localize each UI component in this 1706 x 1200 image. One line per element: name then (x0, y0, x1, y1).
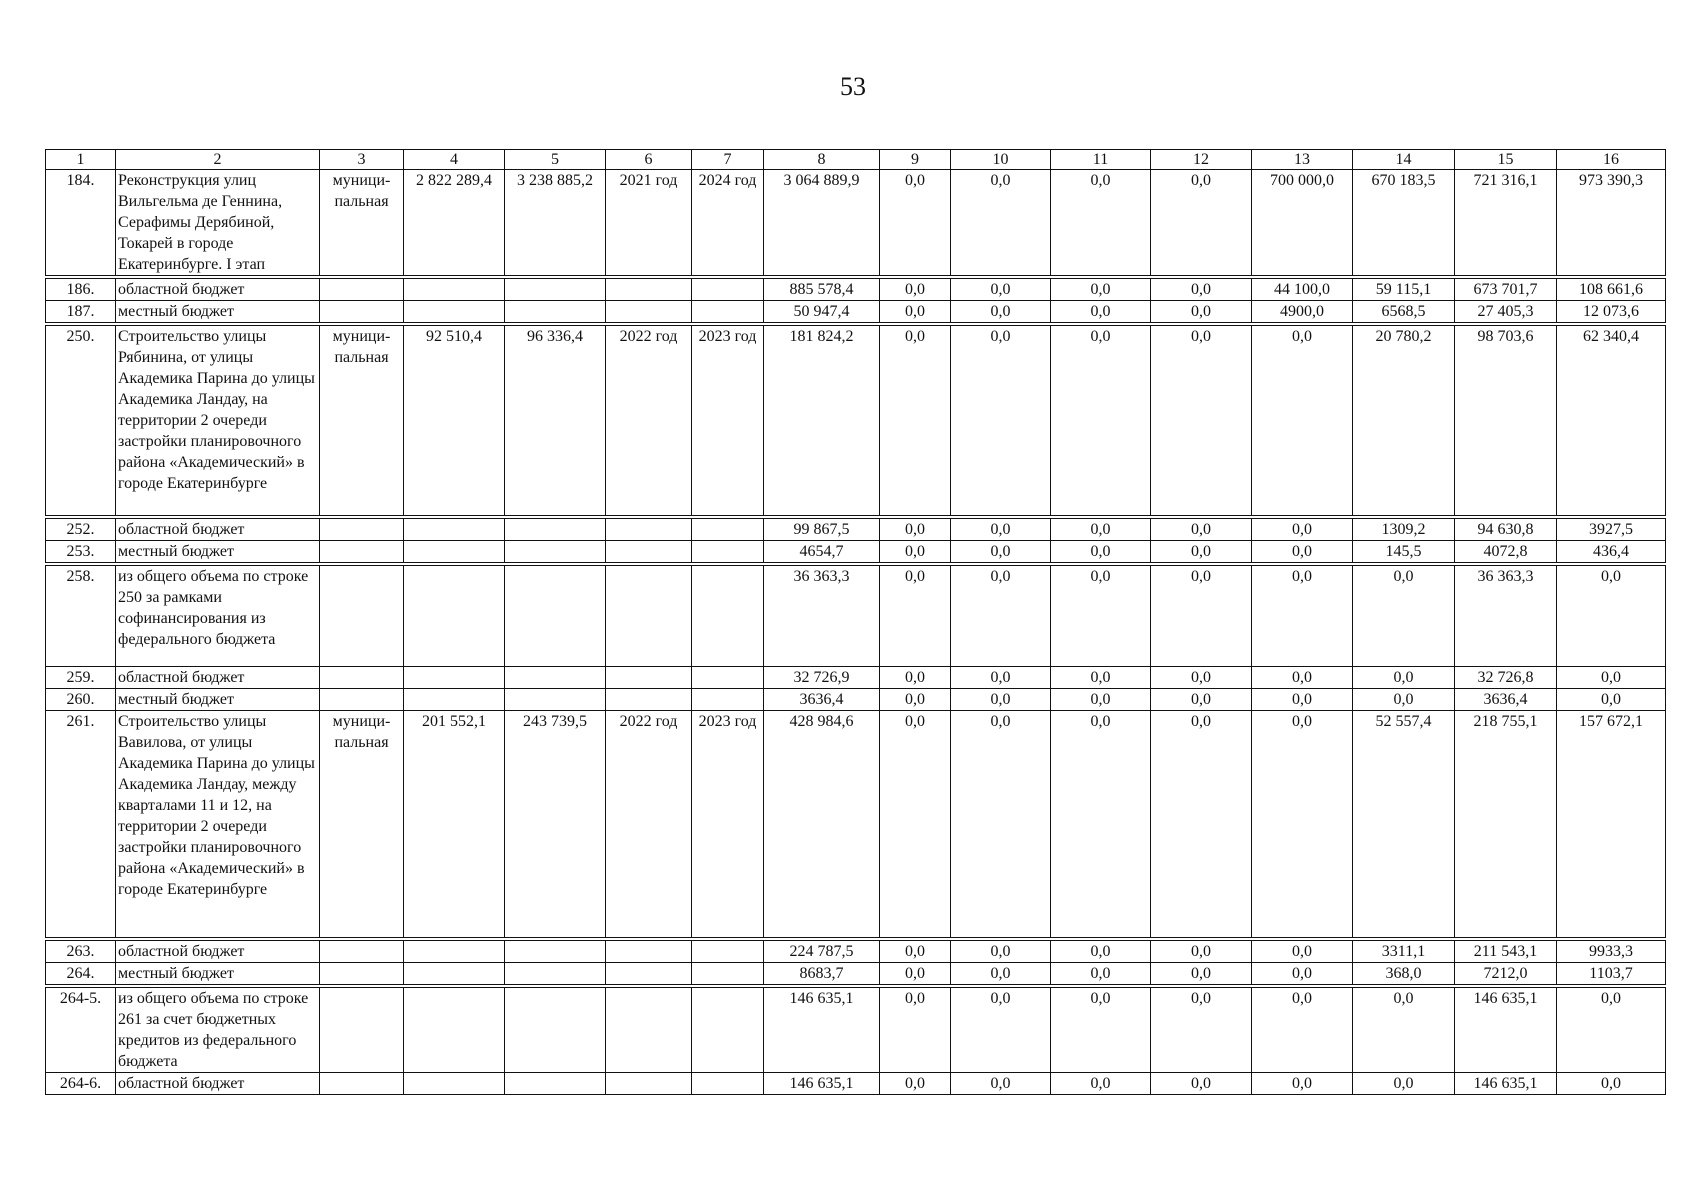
table-cell: 0,0 (1151, 564, 1252, 667)
table-row (46, 986, 1666, 1073)
table-cell: 36 363,3 (764, 564, 880, 667)
table-cell: 32 726,9 (764, 667, 880, 689)
table-cell: 428 984,6 (764, 711, 880, 940)
column-header: 12 (1151, 150, 1252, 170)
table-cell (692, 517, 764, 541)
table-cell (505, 1073, 606, 1095)
table-cell: 0,0 (951, 277, 1051, 301)
table-cell (606, 541, 692, 565)
table-cell: 0,0 (1051, 170, 1151, 278)
table-cell (606, 939, 692, 963)
table-cell (505, 517, 606, 541)
table-row (46, 963, 1666, 987)
table-cell: 0,0 (1252, 986, 1353, 1073)
table-cell: 0,0 (1151, 963, 1252, 987)
table-cell (320, 517, 404, 541)
table-cell: 0,0 (1051, 564, 1151, 667)
row-name-cell: местный бюджет (116, 689, 320, 711)
column-header: 16 (1557, 150, 1666, 170)
row-number-cell: 264. (46, 963, 116, 987)
column-header: 6 (606, 150, 692, 170)
table-cell: 0,0 (1353, 689, 1455, 711)
table-cell: 4900,0 (1252, 301, 1353, 325)
column-header: 4 (404, 150, 505, 170)
budget-table-container (45, 149, 1665, 1095)
table-cell: 721 316,1 (1455, 170, 1557, 278)
table-cell: 0,0 (1151, 277, 1252, 301)
table-cell (692, 986, 764, 1073)
table-cell (320, 1073, 404, 1095)
table-cell: 98 703,6 (1455, 324, 1557, 517)
table-cell: 146 635,1 (764, 1073, 880, 1095)
table-cell: 0,0 (1557, 986, 1666, 1073)
table-cell: 0,0 (1051, 1073, 1151, 1095)
table-cell: 27 405,3 (1455, 301, 1557, 325)
row-number-cell: 250. (46, 324, 116, 517)
table-cell: 36 363,3 (1455, 564, 1557, 667)
table-cell: 0,0 (1353, 667, 1455, 689)
table-cell: 0,0 (951, 1073, 1051, 1095)
table-cell: 32 726,8 (1455, 667, 1557, 689)
table-cell: 0,0 (880, 564, 951, 667)
table-cell: 218 755,1 (1455, 711, 1557, 940)
table-cell: 2022 год (606, 711, 692, 940)
table-cell: 0,0 (1557, 1073, 1666, 1095)
table-cell (404, 667, 505, 689)
table-row (46, 667, 1666, 689)
table-cell: 1103,7 (1557, 963, 1666, 987)
table-cell (320, 963, 404, 987)
table-cell: 224 787,5 (764, 939, 880, 963)
row-name-cell: областной бюджет (116, 277, 320, 301)
table-cell: 0,0 (1252, 689, 1353, 711)
table-cell: 0,0 (1252, 667, 1353, 689)
table-cell: 0,0 (880, 986, 951, 1073)
table-cell: 94 630,8 (1455, 517, 1557, 541)
table-cell: 0,0 (1252, 939, 1353, 963)
table-row (46, 564, 1666, 667)
table-cell: 0,0 (951, 170, 1051, 278)
table-cell: 3311,1 (1353, 939, 1455, 963)
table-cell: 2023 год (692, 324, 764, 517)
table-cell (320, 667, 404, 689)
table-cell: 0,0 (880, 324, 951, 517)
table-cell: 0,0 (1051, 986, 1151, 1073)
row-name-cell: местный бюджет (116, 963, 320, 987)
table-cell (404, 541, 505, 565)
table-cell: 92 510,4 (404, 324, 505, 517)
page-number: 53 (840, 72, 866, 101)
table-cell (606, 277, 692, 301)
table-cell (692, 689, 764, 711)
table-cell: 0,0 (951, 689, 1051, 711)
row-number-cell: 186. (46, 277, 116, 301)
row-number-cell: 259. (46, 667, 116, 689)
column-header: 14 (1353, 150, 1455, 170)
table-cell: 0,0 (1151, 324, 1252, 517)
table-cell: 12 073,6 (1557, 301, 1666, 325)
table-cell (320, 939, 404, 963)
table-cell: 59 115,1 (1353, 277, 1455, 301)
column-header: 11 (1051, 150, 1151, 170)
table-row (46, 324, 1666, 517)
table-cell: 0,0 (951, 301, 1051, 325)
table-cell: 973 390,3 (1557, 170, 1666, 278)
table-cell: 0,0 (1151, 986, 1252, 1073)
table-cell (505, 667, 606, 689)
table-row (46, 170, 1666, 278)
table-cell: 0,0 (1353, 564, 1455, 667)
table-cell: 146 635,1 (1455, 986, 1557, 1073)
table-cell: 0,0 (880, 170, 951, 278)
table-cell: 0,0 (1151, 939, 1252, 963)
table-row (46, 277, 1666, 301)
table-cell: муници-пальная (320, 324, 404, 517)
row-name-cell: областной бюджет (116, 517, 320, 541)
table-cell: 0,0 (1151, 667, 1252, 689)
table-cell: 2022 год (606, 324, 692, 517)
table-cell: 0,0 (1353, 1073, 1455, 1095)
row-number-cell: 252. (46, 517, 116, 541)
table-cell (505, 301, 606, 325)
table-cell: 0,0 (880, 517, 951, 541)
table-cell: 146 635,1 (764, 986, 880, 1073)
table-cell: 0,0 (1151, 1073, 1252, 1095)
table-cell: 62 340,4 (1557, 324, 1666, 517)
table-cell: 0,0 (1151, 301, 1252, 325)
table-cell: 0,0 (1151, 517, 1252, 541)
table-cell: муници-пальная (320, 711, 404, 940)
column-header: 9 (880, 150, 951, 170)
table-cell (320, 986, 404, 1073)
row-number-cell: 263. (46, 939, 116, 963)
table-cell: 1309,2 (1353, 517, 1455, 541)
table-cell: 0,0 (1151, 711, 1252, 940)
table-cell (692, 277, 764, 301)
table-cell: 9933,3 (1557, 939, 1666, 963)
table-cell: 0,0 (951, 939, 1051, 963)
table-cell (505, 564, 606, 667)
table-cell: 368,0 (1353, 963, 1455, 987)
table-cell: 0,0 (1353, 986, 1455, 1073)
table-cell: 670 183,5 (1353, 170, 1455, 278)
row-name-cell: Строительство улицы Вавилова, от улицы Академика Парина до улицы Академика Ландау, между кварталами 11 и 12, на территории 2 очереди застройки планировочного района «Академический» в городе Екатеринбурге (116, 711, 320, 940)
table-cell (692, 564, 764, 667)
table-cell (404, 277, 505, 301)
table-cell (692, 541, 764, 565)
column-header: 3 (320, 150, 404, 170)
row-number-cell: 253. (46, 541, 116, 565)
table-cell (606, 1073, 692, 1095)
table-cell: 0,0 (1252, 711, 1353, 940)
table-cell: 2024 год (692, 170, 764, 278)
table-cell: 20 780,2 (1353, 324, 1455, 517)
table-cell (692, 1073, 764, 1095)
table-header-row (46, 150, 1666, 170)
table-cell (404, 939, 505, 963)
table-cell (606, 301, 692, 325)
table-cell: 0,0 (1557, 689, 1666, 711)
table-cell: 0,0 (951, 564, 1051, 667)
table-cell (404, 986, 505, 1073)
table-cell: 2021 год (606, 170, 692, 278)
table-cell: 146 635,1 (1455, 1073, 1557, 1095)
table-cell (692, 667, 764, 689)
table-cell: 673 701,7 (1455, 277, 1557, 301)
table-cell: 145,5 (1353, 541, 1455, 565)
table-cell: муници-пальная (320, 170, 404, 278)
row-name-cell: местный бюджет (116, 301, 320, 325)
table-cell (505, 986, 606, 1073)
table-cell: 0,0 (951, 711, 1051, 940)
table-cell: 0,0 (880, 1073, 951, 1095)
table-cell: 0,0 (880, 963, 951, 987)
table-row (46, 301, 1666, 325)
table-cell: 243 739,5 (505, 711, 606, 940)
table-cell: 7212,0 (1455, 963, 1557, 987)
table-cell: 181 824,2 (764, 324, 880, 517)
table-cell: 0,0 (880, 667, 951, 689)
table-cell: 3 238 885,2 (505, 170, 606, 278)
table-cell (320, 277, 404, 301)
table-cell: 6568,5 (1353, 301, 1455, 325)
table-cell: 0,0 (1151, 541, 1252, 565)
table-cell: 0,0 (951, 986, 1051, 1073)
row-name-cell: из общего объема по строке 250 за рамками софинансирования из федерального бюджета (116, 564, 320, 667)
table-row (46, 939, 1666, 963)
table-cell (404, 963, 505, 987)
table-cell: 0,0 (1051, 711, 1151, 940)
row-name-cell: областной бюджет (116, 667, 320, 689)
table-cell: 0,0 (1252, 1073, 1353, 1095)
table-cell: 0,0 (880, 541, 951, 565)
table-cell: 0,0 (1051, 689, 1151, 711)
row-name-cell: областной бюджет (116, 1073, 320, 1095)
table-body (46, 150, 1666, 1095)
table-cell (505, 963, 606, 987)
column-header: 2 (116, 150, 320, 170)
table-cell: 44 100,0 (1252, 277, 1353, 301)
table-cell: 0,0 (1051, 963, 1151, 987)
table-cell (404, 517, 505, 541)
table-cell: 0,0 (1051, 667, 1151, 689)
table-cell (404, 1073, 505, 1095)
table-cell: 0,0 (1252, 963, 1353, 987)
table-cell: 4072,8 (1455, 541, 1557, 565)
table-cell: 0,0 (951, 667, 1051, 689)
column-header: 15 (1455, 150, 1557, 170)
table-cell: 50 947,4 (764, 301, 880, 325)
table-cell: 8683,7 (764, 963, 880, 987)
table-cell: 108 661,6 (1557, 277, 1666, 301)
column-header: 1 (46, 150, 116, 170)
table-cell: 0,0 (1051, 301, 1151, 325)
row-number-cell: 264-5. (46, 986, 116, 1073)
table-cell: 3927,5 (1557, 517, 1666, 541)
row-name-cell: областной бюджет (116, 939, 320, 963)
row-name-cell: Строительство улицы Рябинина, от улицы Академика Парина до улицы Академика Ландау, на территории 2 очереди застройки планировочного района «Академический» в городе Екатеринбурге (116, 324, 320, 517)
table-cell (606, 689, 692, 711)
table-cell (505, 689, 606, 711)
table-cell (404, 564, 505, 667)
table-cell: 52 557,4 (1353, 711, 1455, 940)
table-cell: 0,0 (1151, 689, 1252, 711)
table-cell (606, 986, 692, 1073)
table-cell (692, 301, 764, 325)
table-cell (320, 541, 404, 565)
table-cell: 4654,7 (764, 541, 880, 565)
table-cell: 0,0 (880, 277, 951, 301)
table-cell (606, 667, 692, 689)
table-cell: 0,0 (951, 541, 1051, 565)
table-cell: 3 064 889,9 (764, 170, 880, 278)
column-header: 13 (1252, 150, 1353, 170)
table-cell: 2 822 289,4 (404, 170, 505, 278)
column-header: 10 (951, 150, 1051, 170)
column-header: 7 (692, 150, 764, 170)
row-number-cell: 264-6. (46, 1073, 116, 1095)
table-cell: 3636,4 (1455, 689, 1557, 711)
table-cell (404, 301, 505, 325)
table-cell: 0,0 (880, 711, 951, 940)
table-cell (606, 963, 692, 987)
table-cell: 0,0 (880, 301, 951, 325)
table-cell (606, 517, 692, 541)
row-number-cell: 184. (46, 170, 116, 278)
table-cell (692, 939, 764, 963)
table-cell (320, 301, 404, 325)
table-cell: 0,0 (1051, 277, 1151, 301)
table-cell (404, 689, 505, 711)
table-cell: 96 336,4 (505, 324, 606, 517)
table-cell: 0,0 (1557, 667, 1666, 689)
column-header: 8 (764, 150, 880, 170)
table-cell: 0,0 (880, 939, 951, 963)
table-cell: 3636,4 (764, 689, 880, 711)
table-cell: 0,0 (1252, 541, 1353, 565)
table-cell: 99 867,5 (764, 517, 880, 541)
table-cell: 885 578,4 (764, 277, 880, 301)
table-cell: 0,0 (1252, 564, 1353, 667)
row-name-cell: Реконструкция улиц Вильгельма де Геннина, Серафимы Дерябиной, Токарей в городе Екатеринбурге. I этап (116, 170, 320, 278)
table-cell: 0,0 (880, 689, 951, 711)
table-cell: 0,0 (1051, 324, 1151, 517)
table-row (46, 689, 1666, 711)
column-header: 5 (505, 150, 606, 170)
table-row (46, 1073, 1666, 1095)
table-cell (505, 939, 606, 963)
row-name-cell: из общего объема по строке 261 за счет бюджетных кредитов из федерального бюджета (116, 986, 320, 1073)
row-name-cell: местный бюджет (116, 541, 320, 565)
table-cell: 201 552,1 (404, 711, 505, 940)
table-cell (692, 963, 764, 987)
table-cell: 0,0 (1557, 564, 1666, 667)
table-cell (320, 689, 404, 711)
budget-table (45, 149, 1666, 1095)
table-cell: 0,0 (1252, 517, 1353, 541)
table-cell: 436,4 (1557, 541, 1666, 565)
row-number-cell: 258. (46, 564, 116, 667)
table-cell: 2023 год (692, 711, 764, 940)
table-cell (606, 564, 692, 667)
row-number-cell: 261. (46, 711, 116, 940)
table-cell: 0,0 (1151, 170, 1252, 278)
table-cell: 157 672,1 (1557, 711, 1666, 940)
table-row (46, 517, 1666, 541)
table-cell: 0,0 (1051, 939, 1151, 963)
table-row (46, 711, 1666, 940)
table-cell (320, 564, 404, 667)
row-number-cell: 260. (46, 689, 116, 711)
table-cell (505, 541, 606, 565)
table-cell: 700 000,0 (1252, 170, 1353, 278)
table-cell: 0,0 (951, 963, 1051, 987)
table-cell: 0,0 (1252, 324, 1353, 517)
table-cell: 0,0 (951, 324, 1051, 517)
table-cell: 0,0 (1051, 517, 1151, 541)
row-number-cell: 187. (46, 301, 116, 325)
table-cell: 211 543,1 (1455, 939, 1557, 963)
table-cell: 0,0 (1051, 541, 1151, 565)
table-cell: 0,0 (951, 517, 1051, 541)
table-row (46, 541, 1666, 565)
table-cell (505, 277, 606, 301)
